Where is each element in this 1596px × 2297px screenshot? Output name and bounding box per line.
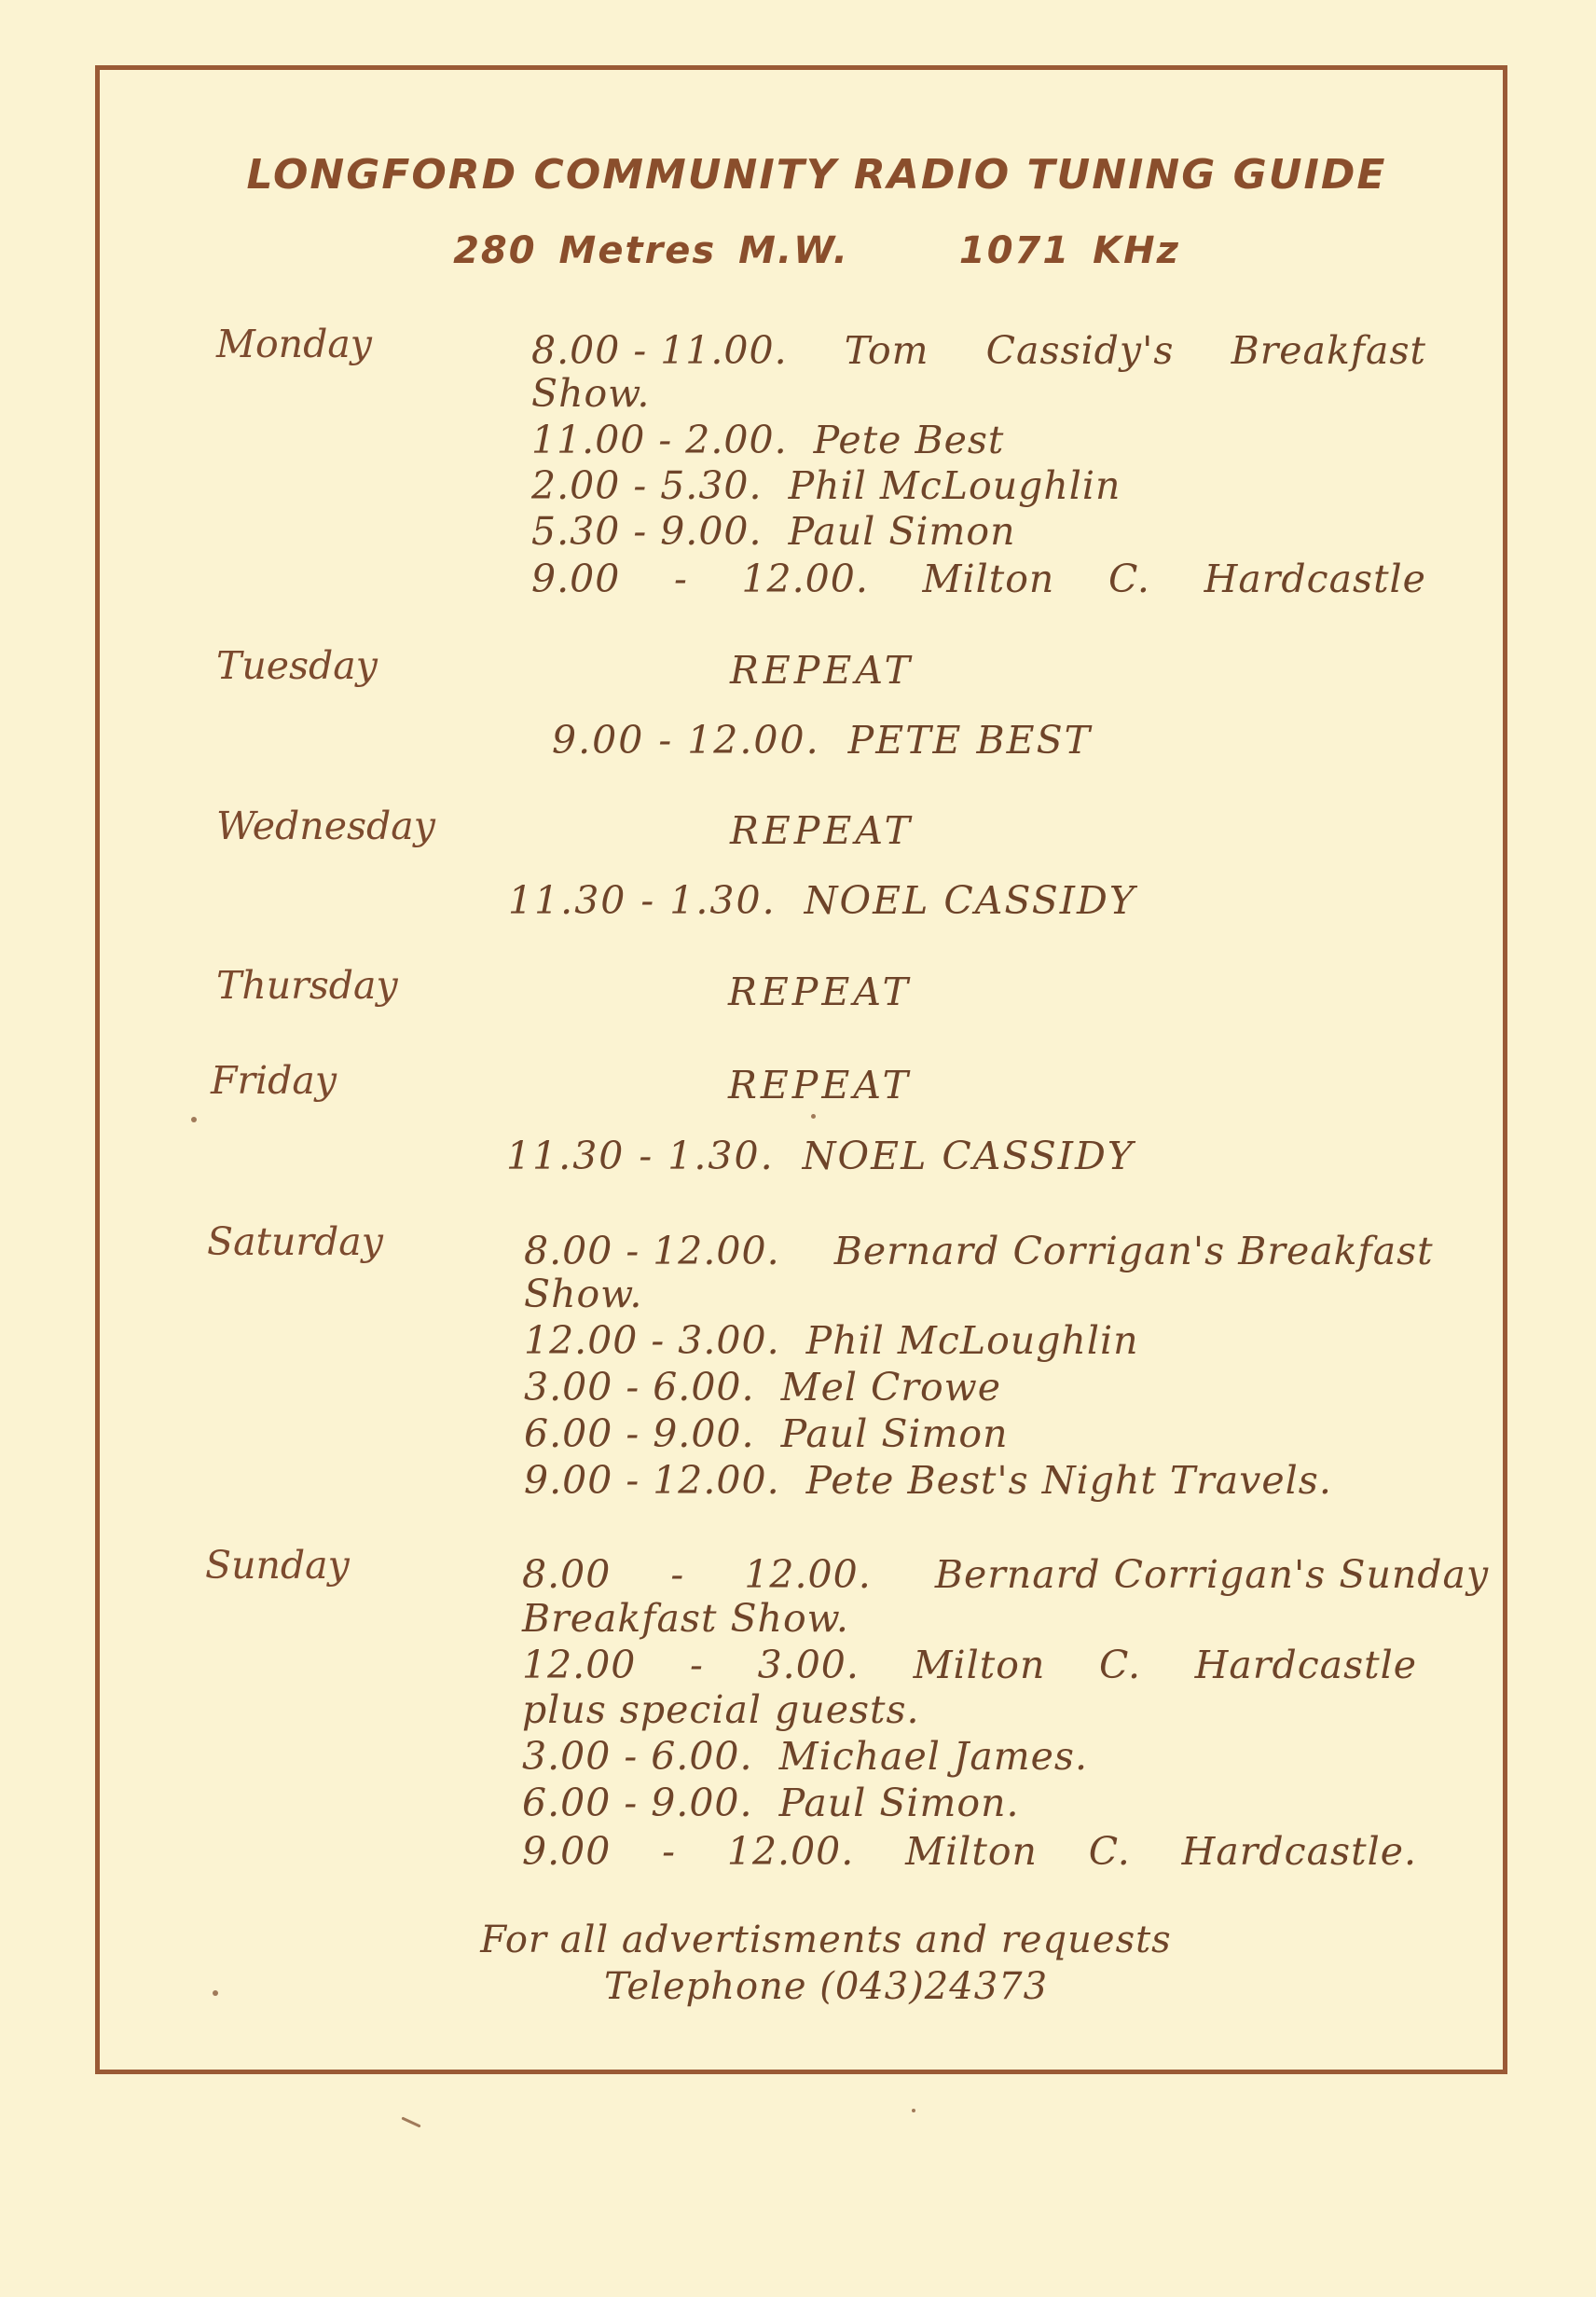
show-word: Cassidy's xyxy=(985,328,1175,373)
repeat-label: REPEAT xyxy=(730,808,915,853)
schedule-entry: 11.30 - 1.30. NOEL CASSIDY xyxy=(508,878,1136,923)
schedule-entry: 6.00 - 9.00. Paul Simon xyxy=(524,1411,1009,1456)
schedule-entry: 12.00 - 3.00. Phil McLoughlin xyxy=(524,1318,1139,1363)
repeat-label: REPEAT xyxy=(730,648,915,693)
schedule-entry: 9.00 - 12.00. PETE BEST xyxy=(552,718,1092,763)
day-label-tuesday: Tuesday xyxy=(216,643,378,688)
schedule-entry xyxy=(531,328,1426,373)
frequency-metres: 280 Metres M.W. xyxy=(453,229,849,272)
schedule-entry: 2.00 - 5.30. Phil McLoughlin xyxy=(531,463,1121,508)
paper-speck xyxy=(912,2109,915,2112)
show-word: C. xyxy=(1108,557,1150,601)
time-dash: - xyxy=(673,557,688,601)
schedule-entry xyxy=(522,1643,1417,1687)
show-word: Breakfast xyxy=(1231,328,1426,373)
time-end: 12.00. xyxy=(744,1552,872,1597)
time-start: 8.00 xyxy=(522,1552,612,1597)
day-label-friday: Friday xyxy=(211,1058,337,1103)
paper-speck xyxy=(191,1117,197,1122)
day-label-saturday: Saturday xyxy=(207,1219,383,1264)
schedule-entry: 11.30 - 1.30. NOEL CASSIDY xyxy=(506,1134,1135,1178)
schedule-entry xyxy=(522,1552,1489,1597)
show-continuation: Show. xyxy=(524,1272,643,1316)
schedule-entry: 11.00 - 2.00. Pete Best xyxy=(531,418,1005,462)
frequency-line xyxy=(19,229,1596,272)
schedule-entry xyxy=(522,1829,1417,1874)
paper-speck xyxy=(811,1114,816,1119)
paper-speck xyxy=(213,1990,218,1996)
schedule-entry xyxy=(524,1229,1434,1273)
time-slot: 8.00 - 11.00. xyxy=(531,328,788,373)
footer-advert-line: For all advertisments and requests xyxy=(480,1919,1172,1961)
time-end: 3.00. xyxy=(757,1643,860,1687)
time-dash: - xyxy=(690,1643,704,1687)
show-word: Hardcastle xyxy=(1194,1643,1417,1687)
time-start: 9.00 xyxy=(531,557,621,601)
show-word: Milton xyxy=(913,1643,1046,1687)
frequency-khz: 1071 KHz xyxy=(958,229,1180,272)
time-end: 12.00. xyxy=(741,557,869,601)
day-label-sunday: Sunday xyxy=(205,1543,350,1588)
show-word: Tom xyxy=(844,328,929,373)
time-slot: 8.00 - 12.00. xyxy=(524,1229,780,1273)
time-dash: - xyxy=(662,1829,677,1874)
time-start: 9.00 xyxy=(522,1829,612,1874)
repeat-label: REPEAT xyxy=(728,1063,913,1107)
schedule-entry xyxy=(531,557,1426,601)
show-title: Bernard Corrigan's Breakfast xyxy=(833,1229,1434,1273)
show-continuation: plus special guests. xyxy=(522,1687,920,1732)
guide-title: LONGFORD COMMUNITY RADIO TUNING GUIDE xyxy=(246,151,1387,199)
show-continuation: Show. xyxy=(531,371,651,416)
show-word: C. xyxy=(1099,1643,1141,1687)
time-dash: - xyxy=(670,1552,685,1597)
show-word: Hardcastle xyxy=(1204,557,1426,601)
show-title: Bernard Corrigan's Sunday xyxy=(934,1552,1490,1597)
schedule-entry: 3.00 - 6.00. Mel Crowe xyxy=(524,1365,1001,1410)
show-word: Milton xyxy=(905,1829,1038,1874)
show-word: C. xyxy=(1088,1829,1131,1874)
schedule-entry: 9.00 - 12.00. Pete Best's Night Travels. xyxy=(524,1458,1332,1503)
show-word: Milton xyxy=(922,557,1055,601)
schedule-entry: 6.00 - 9.00. Paul Simon. xyxy=(522,1781,1020,1825)
schedule-entry: 3.00 - 6.00. Michael James. xyxy=(522,1734,1089,1779)
time-end: 12.00. xyxy=(726,1829,855,1874)
footer-telephone: Telephone (043)24373 xyxy=(603,1965,1049,2008)
paper-speck xyxy=(401,2116,420,2127)
repeat-label: REPEAT xyxy=(728,970,913,1014)
day-label-wednesday: Wednesday xyxy=(216,804,435,848)
show-continuation: Breakfast Show. xyxy=(522,1596,849,1641)
schedule-entry: 5.30 - 9.00. Paul Simon xyxy=(531,509,1016,554)
show-word: Hardcastle. xyxy=(1181,1829,1417,1874)
time-start: 12.00 xyxy=(522,1643,637,1687)
day-label-thursday: Thursday xyxy=(216,963,398,1008)
day-label-monday: Monday xyxy=(216,322,372,366)
